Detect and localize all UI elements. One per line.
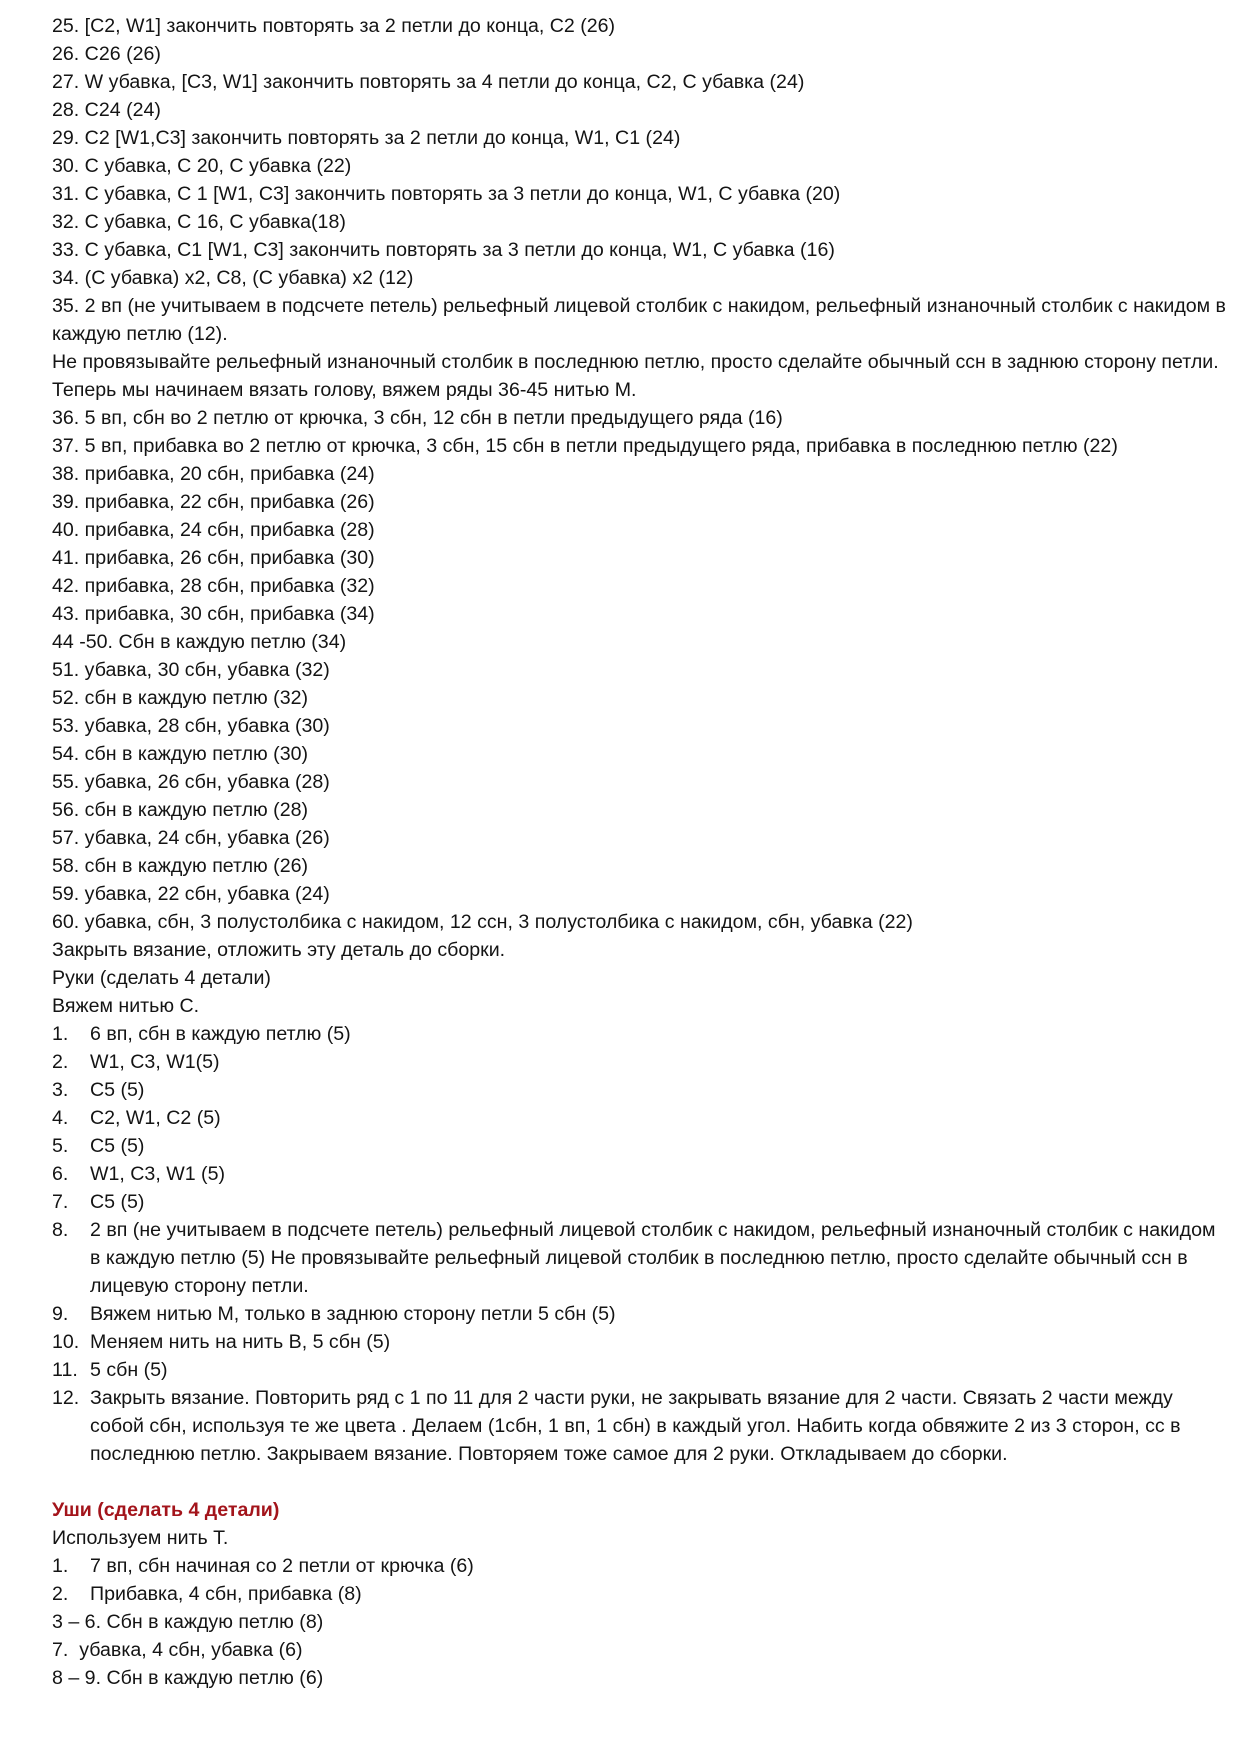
list-item	[52, 1328, 1227, 1356]
item-number: 12.	[52, 1387, 80, 1409]
list-item	[52, 1160, 1227, 1188]
list-item	[52, 1132, 1227, 1160]
pattern-row: 36. 5 вп, сбн во 2 петлю от крючка, 3 сбн, 12 сбн в петли предыдущего ряда (16)	[52, 407, 783, 429]
item-number: 2.	[52, 1051, 69, 1073]
item-text: C5 (5)	[90, 1191, 145, 1213]
pattern-row: 43. прибавка, 30 сбн, прибавка (34)	[52, 603, 375, 625]
item-text: Вяжем нитью M, только в заднюю сторону петли 5 сбн (5)	[90, 1303, 616, 1325]
list-item	[52, 1020, 1227, 1048]
section-title: Руки (сделать 4 детали)	[52, 967, 271, 989]
item-text: 7 вп, сбн начиная со 2 петли от крючка (6)	[90, 1555, 474, 1577]
pattern-row: 44 -50. Сбн в каждую петлю (34)	[52, 631, 347, 653]
arms-section	[52, 964, 1227, 1468]
pattern-row: 32. C убавка, C 16, C убавка(18)	[52, 211, 346, 233]
pattern-row: 41. прибавка, 26 сбн, прибавка (30)	[52, 547, 375, 569]
body-rows	[52, 12, 1227, 404]
pattern-row: 42. прибавка, 28 сбн, прибавка (32)	[52, 575, 375, 597]
head-rows	[52, 404, 1227, 964]
list-item	[52, 1076, 1227, 1104]
pattern-row: 8 – 9. Сбн в каждую петлю (6)	[52, 1667, 324, 1689]
list-item	[52, 1384, 1227, 1468]
item-number: 8.	[52, 1219, 69, 1241]
pattern-row: 26. C26 (26)	[52, 43, 161, 65]
item-text: Прибавка, 4 сбн, прибавка (8)	[90, 1583, 362, 1605]
yarn-note: Используем нить T.	[52, 1527, 229, 1549]
pattern-row: 51. убавка, 30 сбн, убавка (32)	[52, 659, 330, 681]
pattern-row: 34. (C убавка) x2, C8, (C убавка) x2 (12)	[52, 267, 414, 289]
list-item	[52, 1580, 1227, 1608]
item-number: 4.	[52, 1107, 69, 1129]
document-page	[52, 12, 1227, 1692]
item-text: 6 вп, сбн в каждую петлю (5)	[90, 1023, 351, 1045]
pattern-row: 57. убавка, 24 сбн, убавка (26)	[52, 827, 330, 849]
list-item	[52, 1356, 1227, 1384]
section-heading: Уши (сделать 4 детали)	[52, 1499, 280, 1521]
pattern-row: 52. сбн в каждую петлю (32)	[52, 687, 309, 709]
pattern-row: 7. убавка, 4 сбн, убавка (6)	[52, 1639, 303, 1661]
item-number: 10.	[52, 1331, 80, 1353]
item-text: W1, C3, W1 (5)	[90, 1163, 225, 1185]
pattern-row: 31. C убавка, C 1 [W1, C3] закончить повторять за 3 петли до конца, W1, C убавка (20)	[52, 183, 841, 205]
list-item	[52, 1104, 1227, 1132]
pattern-row: 38. прибавка, 20 сбн, прибавка (24)	[52, 463, 375, 485]
item-text: W1, C3, W1(5)	[90, 1051, 220, 1073]
list-item	[52, 1048, 1227, 1076]
list-item	[52, 1216, 1227, 1300]
item-text: 2 вп (не учитываем в подсчете петель) рельефный лицевой столбик с накидом, рельефный изнаночный столбик с накидом в каждую петлю (5) Не провязывайте рельефный лицевой столбик в последнюю петлю, просто сделайте обычный ссн в лицевую сторону петли.	[90, 1219, 1216, 1297]
item-text: C5 (5)	[90, 1135, 145, 1157]
pattern-row: 59. убавка, 22 сбн, убавка (24)	[52, 883, 330, 905]
item-number: 7.	[52, 1191, 69, 1213]
note-text: Закрыть вязание, отложить эту деталь до сборки.	[52, 939, 506, 961]
pattern-row: 30. C убавка, C 20, C убавка (22)	[52, 155, 352, 177]
item-number: 11.	[52, 1359, 78, 1381]
pattern-row: 58. сбн в каждую петлю (26)	[52, 855, 309, 877]
item-number: 6.	[52, 1163, 69, 1185]
pattern-row: 55. убавка, 26 сбн, убавка (28)	[52, 771, 330, 793]
item-text: 5 сбн (5)	[90, 1359, 168, 1381]
item-text: Закрыть вязание. Повторить ряд с 1 по 11 для 2 части руки, не закрывать вязание для 2 части. Связать 2 части между собой сбн, используя те же цвета . Делаем (1сбн, 1 вп, 1 сбн) в каждый угол. Набить когда обвяжите 2 из 3 сторон, сс в последнюю петлю. Закрываем вязание. Повторяем тоже самое для 2 руки. Откладываем до сборки.	[90, 1387, 1181, 1465]
pattern-row: 28. C24 (24)	[52, 99, 161, 121]
list-item	[52, 1188, 1227, 1216]
list-item	[52, 1300, 1227, 1328]
item-text: C5 (5)	[90, 1079, 145, 1101]
pattern-row: 37. 5 вп, прибавка во 2 петлю от крючка, 3 сбн, 15 сбн в петли предыдущего ряда, прибавка в последнюю петлю (22)	[52, 435, 1118, 457]
pattern-row: 56. сбн в каждую петлю (28)	[52, 799, 309, 821]
pattern-row: 3 – 6. Сбн в каждую петлю (8)	[52, 1611, 324, 1633]
pattern-row: 53. убавка, 28 сбн, убавка (30)	[52, 715, 330, 737]
item-number: 3.	[52, 1079, 69, 1101]
ears-section	[52, 1496, 1227, 1692]
note-text: Не провязывайте рельефный изнаночный столбик в последнюю петлю, просто сделайте обычный ссн в заднюю сторону петли.	[52, 351, 1219, 373]
item-number: 1.	[52, 1023, 69, 1045]
pattern-row: 29. C2 [W1,C3] закончить повторять за 2 петли до конца, W1, C1 (24)	[52, 127, 681, 149]
pattern-row: 54. сбн в каждую петлю (30)	[52, 743, 309, 765]
yarn-note: Вяжем нитью C.	[52, 995, 200, 1017]
item-number: 1.	[52, 1555, 69, 1577]
pattern-row: 27. W убавка, [C3, W1] закончить повторять за 4 петли до конца, C2, C убавка (24)	[52, 71, 805, 93]
pattern-row: 60. убавка, сбн, 3 полустолбика с накидом, 12 ссн, 3 полустолбика с накидом, сбн, убавка (22)	[52, 911, 913, 933]
item-text: Меняем нить на нить B, 5 сбн (5)	[90, 1331, 391, 1353]
item-number: 9.	[52, 1303, 69, 1325]
item-number: 5.	[52, 1135, 69, 1157]
spacer	[52, 1468, 1227, 1496]
item-number: 2.	[52, 1583, 69, 1605]
note-text: Теперь мы начинаем вязать голову, вяжем ряды 36-45 нитью M.	[52, 379, 637, 401]
pattern-row: 40. прибавка, 24 сбн, прибавка (28)	[52, 519, 375, 541]
pattern-row: 33. C убавка, C1 [W1, C3] закончить повторять за 3 петли до конца, W1, C убавка (16)	[52, 239, 835, 261]
item-text: C2, W1, C2 (5)	[90, 1107, 221, 1129]
pattern-row: 35. 2 вп (не учитываем в подсчете петель) рельефный лицевой столбик с накидом, рельефный изнаночный столбик с накидом в каждую петлю (12).	[52, 295, 1226, 345]
pattern-row: 25. [C2, W1] закончить повторять за 2 петли до конца, C2 (26)	[52, 15, 616, 37]
pattern-row: 39. прибавка, 22 сбн, прибавка (26)	[52, 491, 375, 513]
list-item	[52, 1552, 1227, 1580]
